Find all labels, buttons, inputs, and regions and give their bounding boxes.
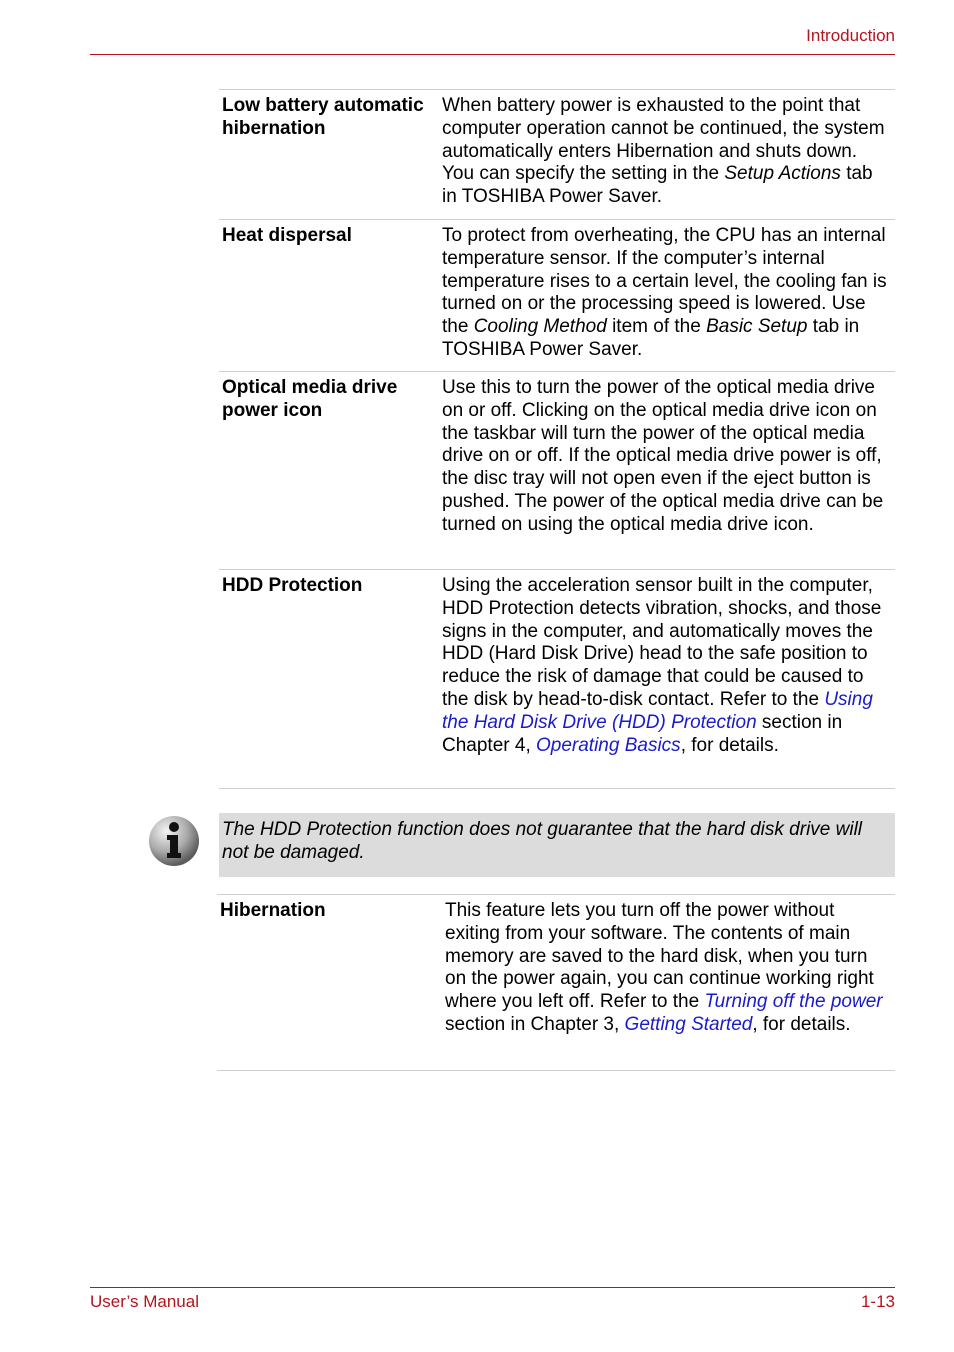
link-operating-basics[interactable]: Operating Basics [536, 734, 681, 756]
table-row [219, 219, 895, 371]
table-row [217, 894, 895, 1071]
feature-table [217, 894, 895, 1071]
note-box [219, 813, 895, 877]
footer-manual-title: User’s Manual [90, 1292, 199, 1311]
row-description: Use this to turn the power of the optical media drive on or off. Clicking on the optical media drive icon on the taskbar will turn the power of the optical media drive on or off. If the optical media drive power is off, the disc tray will not open even if the eject button is pushed. The power of the optical media drive can be turned on using the optical media drive icon. [442, 377, 884, 535]
footer-rule [90, 1287, 895, 1288]
section-title: Introduction [806, 26, 895, 45]
link-turning-off-power[interactable]: Turning off the power [704, 991, 883, 1013]
link-hdd-protection[interactable]: Using the Hard Disk Drive (HDD) Protection [442, 688, 873, 733]
row-term: HDD Protection [222, 575, 363, 596]
row-description: When battery power is exhausted to the point that computer operation cannot be continued, the system automatically enters Hibernation and shuts down. You can specify the setting in the Setup Actions tab in TOSHIBA Power Saver. [442, 95, 885, 208]
feature-table [219, 89, 895, 789]
table-row [219, 371, 895, 569]
row-term: Heat dispersal [222, 225, 352, 246]
header-rule [90, 54, 895, 55]
row-description: This feature lets you turn off the power without exiting from your software. The contents of main memory are saved to the hard disk, when you turn on the power again, you can continue working right where you left off. Refer to the Turning off the power section in Chapter 3, Getting Started, for details. [445, 900, 883, 1035]
row-description: Using the acceleration sensor built in the computer, HDD Protection detects vibration, shocks, and those signs in the computer, and automatically moves the HDD (Hard Disk Drive) head to the safe position to reduce the risk of damage that could be caused to the disk by head-to-disk contact. Refer to the Using the Hard Disk Drive (HDD) Protection section in Chapter 4, Operating Basics, for details. [442, 575, 882, 756]
table-row [219, 89, 895, 219]
table-row [219, 569, 895, 789]
row-term: Hibernation [220, 900, 326, 921]
info-icon [148, 815, 200, 867]
row-description: To protect from overheating, the CPU has an internal temperature sensor. If the computer’s internal temperature rises to a certain level, the cooling fan is turned on or the processing speed is lowered. Use the Cooling Method item of the Basic Setup tab in TOSHIBA Power Saver. [442, 225, 887, 360]
row-term: Low battery automatic hibernation [222, 95, 424, 139]
page-number: 1-13 [860, 1292, 895, 1311]
note-text: The HDD Protection function does not guarantee that the hard disk drive will not be damaged. [222, 819, 863, 863]
row-term: Optical media drive power icon [222, 377, 398, 421]
link-getting-started[interactable]: Getting Started [624, 1013, 753, 1035]
